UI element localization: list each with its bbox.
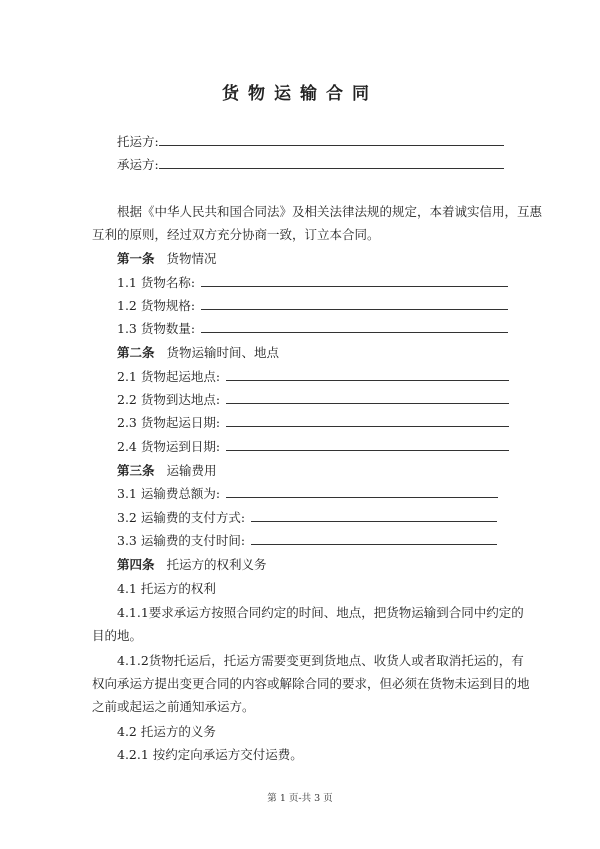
article-4-title: 托运方的权利义务: [166, 557, 267, 572]
item-2-1: [117, 369, 509, 385]
item-1-2-blank[interactable]: [201, 298, 508, 310]
item-1-1: [117, 275, 508, 291]
item-2-1-label: 2.1 货物起运地点:: [117, 369, 221, 384]
para-4-1-2-line-2: 权向承运方提出变更合同的内容或解除合同的要求，但必须在货物未运到目的地: [92, 676, 530, 691]
para-4-1-1-line-2: 目的地。: [92, 628, 143, 643]
intro-line-1: 根据《中华人民共和国合同法》及相关法律法规的规定，本着诚实信用，互惠: [117, 204, 543, 219]
para-4-1-2-line-3: 之前或起运之前通知承运方。: [92, 699, 255, 714]
article-1-heading: [117, 251, 216, 267]
article-4-number: 第四条: [117, 557, 155, 572]
item-2-2-label: 2.2 货物到达地点:: [117, 392, 221, 407]
item-2-1-blank[interactable]: [226, 369, 509, 381]
article-1-title: 货物情况: [166, 251, 217, 266]
article-2-number: 第二条: [117, 345, 155, 360]
article-3-heading: [117, 463, 216, 479]
item-2-3-blank[interactable]: [226, 415, 509, 427]
article-2-title: 货物运输时间、地点: [166, 345, 279, 360]
item-3-1-label: 3.1 运输费总额为:: [117, 486, 221, 501]
item-3-2: [117, 510, 497, 526]
item-2-3-label: 2.3 货物起运日期:: [117, 415, 221, 430]
article-2-heading: [117, 345, 279, 361]
item-3-2-label: 3.2 运输费的支付方式:: [117, 510, 246, 525]
carrier-row: [117, 157, 504, 173]
item-3-3-label: 3.3 运输费的支付时间:: [117, 533, 246, 548]
item-1-2-label: 1.2 货物规格:: [117, 298, 196, 313]
item-2-2: [117, 392, 509, 408]
item-1-1-label: 1.1 货物名称:: [117, 275, 196, 290]
article-3-title: 运输费用: [166, 463, 217, 478]
item-2-3: [117, 415, 509, 431]
article-3-number: 第三条: [117, 463, 155, 478]
page-footer: 第 1 页-共 3 页: [267, 793, 333, 804]
carrier-blank[interactable]: [159, 157, 504, 169]
item-2-4-blank[interactable]: [226, 439, 509, 451]
consignor-label: 托运方:: [117, 134, 159, 149]
item-1-2: [117, 298, 508, 314]
para-4-1-1-line-1: 4.1.1要求承运方按照合同约定的时间、地点，把货物运输到合同中约定的: [117, 605, 524, 620]
item-3-2-blank[interactable]: [251, 510, 497, 522]
consignor-blank[interactable]: [159, 134, 504, 146]
section-4-2-title: 4.2 托运方的义务: [117, 724, 216, 739]
item-2-4-label: 2.4 货物运到日期:: [117, 439, 221, 454]
item-1-3: [117, 321, 508, 337]
para-4-1-2-line-1: 4.1.2货物托运后，托运方需要变更到货地点、收货人或者取消托运的，有: [117, 653, 524, 668]
item-1-3-blank[interactable]: [201, 321, 508, 333]
item-1-3-label: 1.3 货物数量:: [117, 321, 196, 336]
consignor-row: [117, 134, 504, 150]
intro-line-2: 互利的原则，经过双方充分协商一致，订立本合同。: [92, 227, 380, 242]
item-3-1-blank[interactable]: [226, 486, 498, 498]
article-1-number: 第一条: [117, 251, 155, 266]
para-4-2-1: 4.2.1 按约定向承运方交付运费。: [117, 747, 303, 762]
article-4-heading: [117, 557, 266, 573]
item-1-1-blank[interactable]: [201, 275, 508, 287]
item-3-1: [117, 486, 498, 502]
item-2-2-blank[interactable]: [226, 392, 509, 404]
item-2-4: [117, 439, 509, 455]
section-4-1-title: 4.1 托运方的权利: [117, 581, 216, 596]
document-title: 货物运输合同: [222, 84, 378, 104]
item-3-3-blank[interactable]: [251, 533, 497, 545]
carrier-label: 承运方:: [117, 157, 159, 172]
item-3-3: [117, 533, 497, 549]
